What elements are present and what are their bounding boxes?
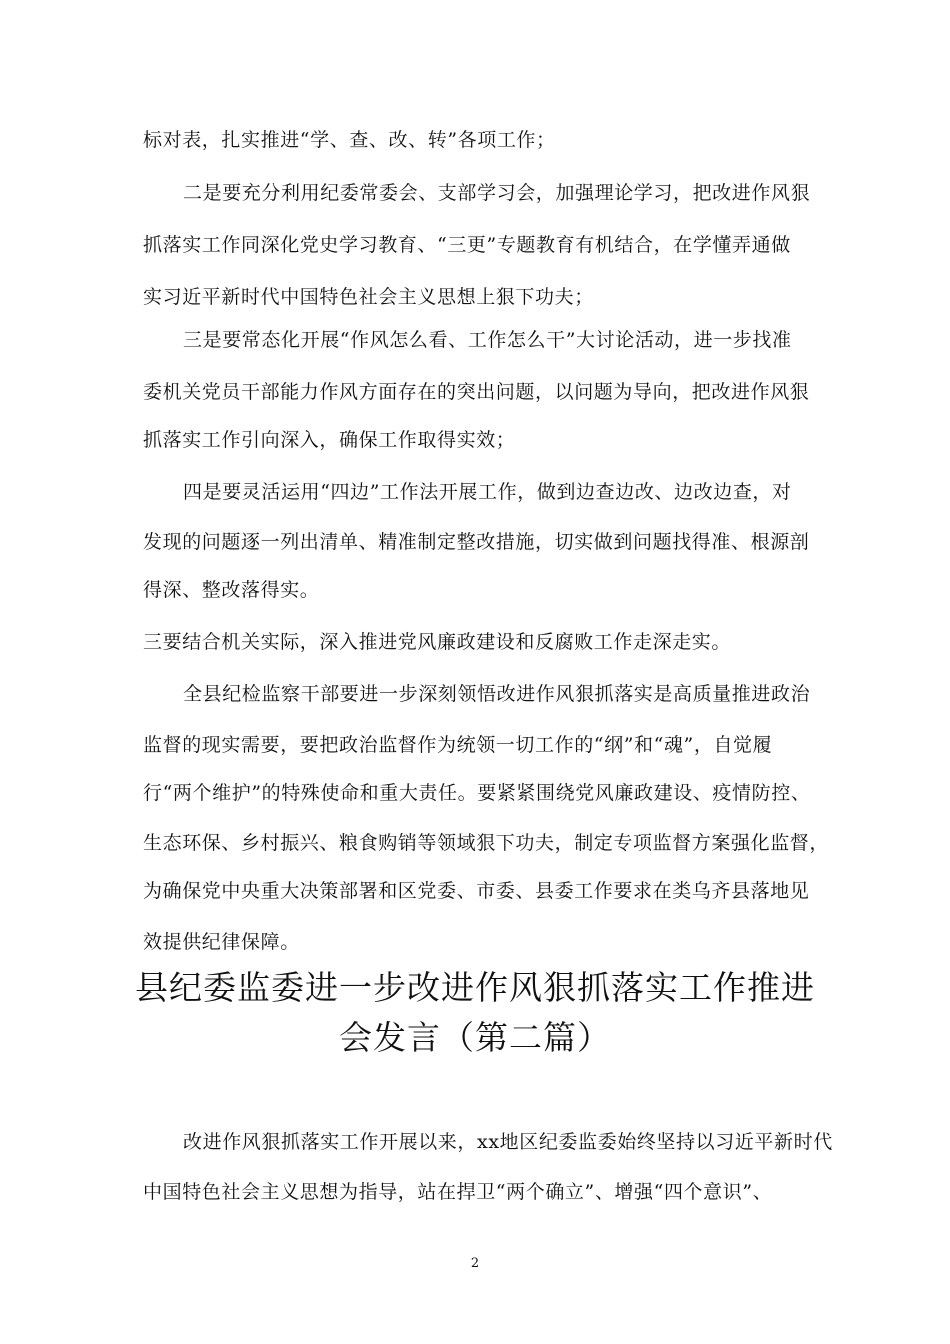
text-line: 三是要常态化开展“作风怎么看、工作怎么干”大讨论活动，进一步找准 (183, 329, 792, 351)
text-line: 实习近平新时代中国特色社会主义思想上狠下功夫； (143, 286, 594, 308)
text-line: 为确保党中央重大决策部署和区党委、市委、县委工作要求在类乌齐县落地见 (143, 880, 810, 902)
text-line: 标对表，扎实推进“学、查、改、转”各项工作； (143, 129, 556, 151)
text-line: 发现的问题逐一列出清单、精准制定整改措施，切实做到问题找得准、根源剖 (143, 531, 810, 553)
text-line: 全县纪检监察干部要进一步深刻领悟改进作风狠抓落实是高质量推进政治 (183, 683, 811, 705)
text-line: 效提供纪律保障。 (143, 931, 300, 953)
section-heading-line-2: 会发言（第二篇） (339, 1018, 611, 1057)
text-line: 中国特色社会主义思想为指导，站在捍卫“两个确立”、增强“四个意识”、 (143, 1181, 773, 1203)
text-line: 改进作风狠抓落实工作开展以来，xx地区纪委监委始终坚持以习近平新时代 (183, 1131, 833, 1153)
text-line: 委机关党员干部能力作风方面存在的突出问题，以问题为导向，把改进作风狠 (143, 381, 810, 403)
text-line: 得深、整改落得实。 (143, 579, 320, 601)
text-line: 监督的现实需要，要把政治监督作为统领一切工作的“纲”和“魂”，自觉履 (143, 734, 773, 756)
text-line: 二是要充分利用纪委常委会、支部学习会，加强理论学习，把改进作风狠 (183, 182, 811, 204)
section-heading-line-1: 县纪委监委进一步改进作风狠抓落实工作推进 (135, 968, 815, 1007)
text-line: 四是要灵活运用“四边”工作法开展工作，做到边查边改、边改边查，对 (183, 481, 792, 503)
page-number: 2 (470, 1256, 480, 1271)
text-line: 抓落实工作同深化党史学习教育、“三更”专题教育有机结合，在学懂弄通做 (143, 234, 791, 256)
text-line: 行“两个维护”的特殊使命和重大责任。要紧紧围绕党风廉政建设、疫情防控、 (143, 782, 811, 804)
text-line: 生态环保、乡村振兴、粮食购销等领域狠下功夫，制定专项监督方案强化监督， (143, 832, 830, 854)
text-line: 三要结合机关实际，深入推进党风廉政建设和反腐败工作走深走实。 (143, 631, 732, 653)
text-line: 抓落实工作引向深入，确保工作取得实效； (143, 429, 516, 451)
